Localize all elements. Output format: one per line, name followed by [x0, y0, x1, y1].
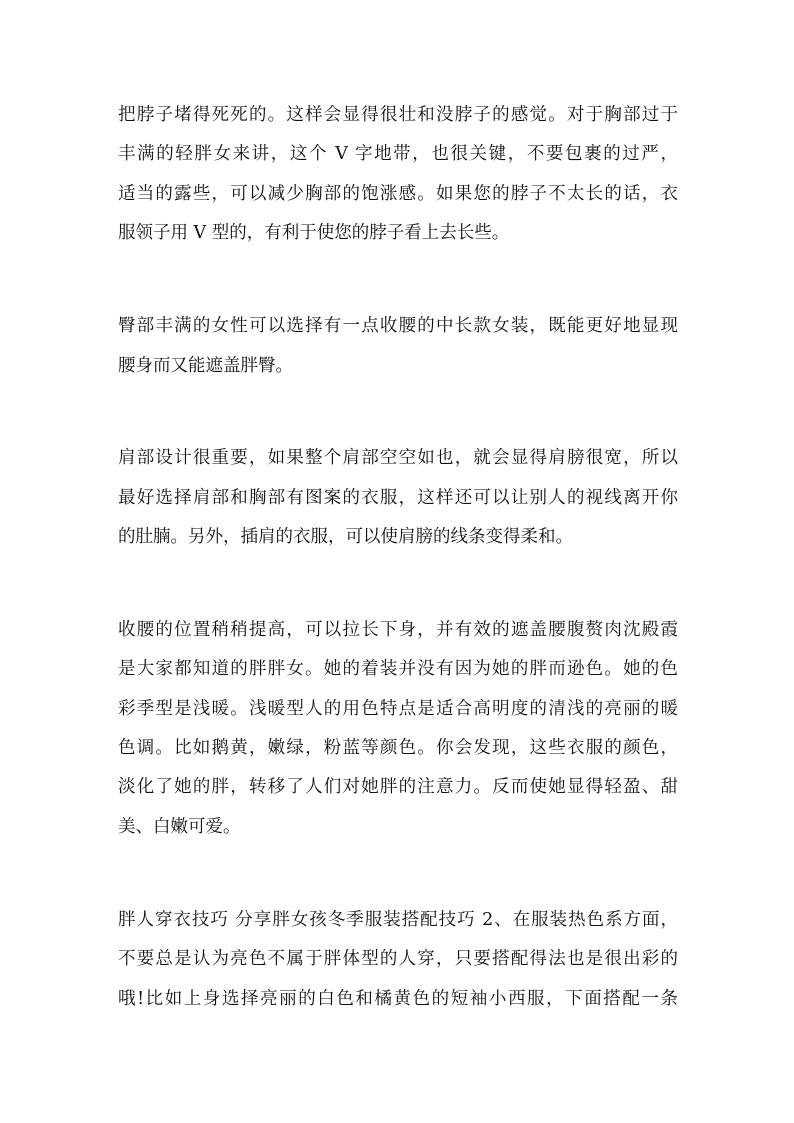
text-line: 收腰的位置稍稍提高，可以拉长下身，并有效的遮盖腰腹赘肉沈殿霞 — [118, 620, 678, 640]
text-line: 服领子用 V 型的，有利于使您的脖子看上去长些。 — [118, 223, 510, 243]
text-line: 最好选择肩部和胸部有图案的衣服，这样还可以让别人的视线离开你 — [118, 488, 678, 508]
text-line: 哦!比如上身选择亮丽的白色和橘黄色的短袖小西服，下面搭配一条 — [118, 989, 678, 1009]
text-line: 色调。比如鹅黄，嫩绿，粉蓝等颜色。你会发现，这些衣服的颜色， — [118, 738, 678, 758]
text-line: 肩部设计很重要，如果整个肩部空空如也，就会显得肩膀很宽，所以 — [118, 448, 678, 468]
text-line: 的肚腩。另外，插肩的衣服，可以使肩膀的线条变得柔和。 — [118, 527, 573, 547]
text-line: 不要总是认为亮色不属于胖体型的人穿，只要搭配得法也是很出彩的 — [118, 949, 678, 969]
text-line: 丰满的轻胖女来讲，这个 V 字地带，也很关键，不要包裹的过严， — [118, 144, 678, 164]
text-line: 美、白嫩可爱。 — [118, 817, 241, 837]
text-line: 把脖子堵得死死的。这样会显得很壮和没脖子的感觉。对于胸部过于 — [118, 105, 678, 125]
text-line: 是大家都知道的胖胖女。她的着装并没有因为她的胖而逊色。她的色 — [118, 659, 678, 679]
text-line: 适当的露些，可以减少胸部的饱涨感。如果您的脖子不太长的话，衣 — [118, 184, 678, 204]
text-line: 胖人穿衣技巧 分享胖女孩冬季服装搭配技巧 2、在服装热色系方面， — [118, 910, 678, 930]
text-line: 腰身而又能遮盖胖臀。 — [118, 356, 293, 376]
text-line: 臀部丰满的女性可以选择有一点收腰的中长款女装，既能更好地显现 — [118, 316, 678, 336]
text-line: 彩季型是浅暖。浅暖型人的用色特点是适合高明度的清浅的亮丽的暖 — [118, 699, 678, 719]
text-line: 淡化了她的胖，转移了人们对她胖的注意力。反而使她显得轻盈、甜 — [118, 777, 678, 797]
